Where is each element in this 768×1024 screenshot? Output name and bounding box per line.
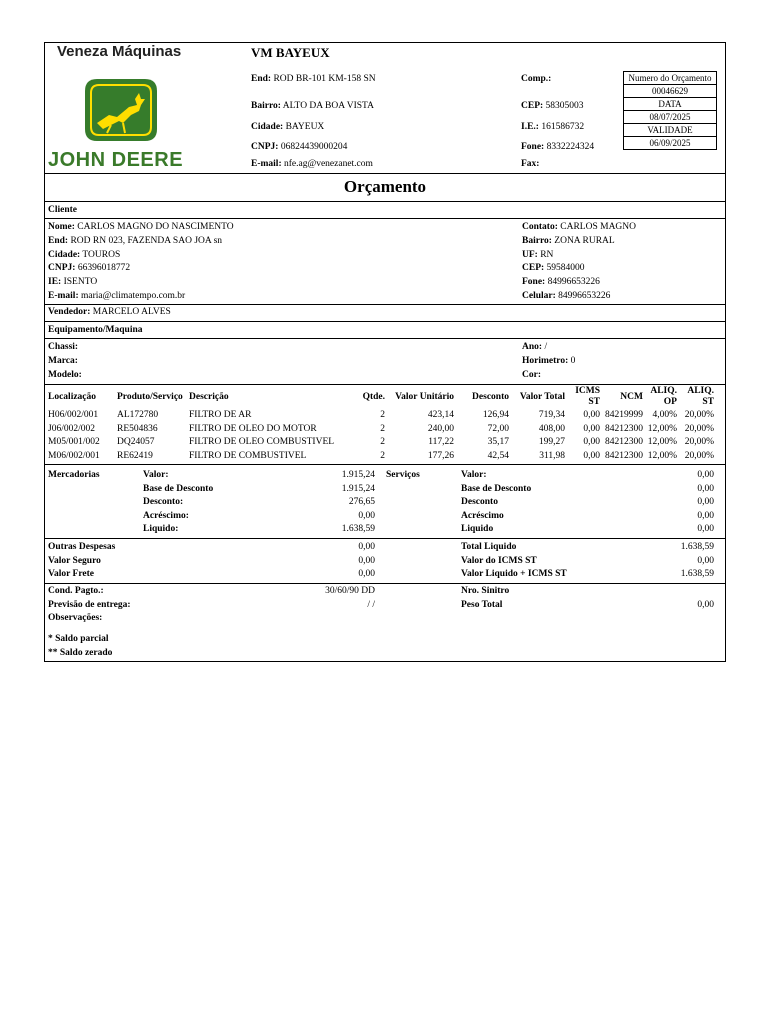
valor-icms-st-label: Valor do ICMS ST	[461, 556, 537, 566]
s-desconto-label: Desconto	[461, 497, 498, 507]
cell-ast: 20,00%	[684, 437, 714, 447]
cell-aop: 12,00%	[647, 437, 677, 447]
s-liquido-label: Liquido	[461, 524, 494, 534]
cell-loc: H06/002/001	[48, 410, 99, 420]
equip-modelo: Modelo:	[48, 370, 82, 380]
company-end: End: ROD BR-101 KM-158 SN	[251, 74, 376, 84]
company-email: E-mail: nfe.ag@venezanet.com	[251, 159, 373, 169]
col-descricao: Descrição	[189, 392, 229, 402]
cell-vt: 408,00	[538, 424, 565, 434]
cell-ast: 20,00%	[684, 424, 714, 434]
total-liquido: 1.638,59	[680, 542, 714, 552]
col-icms-st: ICMS ST	[575, 386, 600, 407]
valor-seguro: 0,00	[358, 556, 375, 566]
col-ncm: NCM	[620, 392, 643, 402]
divider	[45, 538, 725, 539]
divider	[45, 321, 725, 322]
company-cep: CEP: 58305003	[521, 101, 584, 111]
m-valor-label: Valor:	[143, 470, 169, 480]
cell-desc: FILTRO DE OLEO DO MOTOR	[189, 424, 317, 434]
previsao-label: Previsão de entrega:	[48, 600, 131, 610]
cliente-contato: Contato: CARLOS MAGNO	[522, 222, 637, 232]
divider	[45, 338, 725, 339]
divider	[45, 218, 725, 219]
saldo-parcial-note: * Saldo parcial	[48, 634, 109, 644]
cell-vt: 719,34	[538, 410, 565, 420]
cell-ast: 20,00%	[684, 451, 714, 461]
valor-seguro-label: Valor Seguro	[48, 556, 101, 566]
col-produto: Produto/Serviço	[117, 392, 183, 402]
outras-despesas: 0,00	[358, 542, 375, 552]
cell-ncm: 84219999	[605, 410, 643, 420]
cell-desc: FILTRO DE AR	[189, 410, 252, 420]
cell-loc: M06/002/001	[48, 451, 100, 461]
quote-date-label: DATA	[624, 98, 716, 111]
company-comp: Comp.:	[521, 74, 552, 84]
cell-ncm: 84212300	[605, 424, 643, 434]
col-qtde: Qtde.	[362, 392, 385, 402]
john-deere-deer-icon	[83, 77, 159, 143]
col-valor-unitario: Valor Unitário	[395, 392, 454, 402]
m-acrescimo: 0,00	[358, 511, 375, 521]
cliente-uf: UF: RN	[522, 250, 554, 260]
peso-total: 0,00	[697, 600, 714, 610]
cell-desconto: 126,94	[482, 410, 509, 420]
cond-pagto-label: Cond. Pagto.:	[48, 586, 104, 596]
cell-loc: M05/001/002	[48, 437, 100, 447]
m-base: 1.915,24	[341, 484, 375, 494]
company-fone: Fone: 8332224324	[521, 142, 595, 152]
valor-frete: 0,00	[358, 569, 375, 579]
cliente-section-label: Cliente	[48, 205, 78, 215]
cliente-celular: Celular: 84996653226	[522, 291, 611, 301]
s-acrescimo: 0,00	[697, 511, 714, 521]
cell-vu: 177,26	[427, 451, 454, 461]
saldo-zerado-note: ** Saldo zerado	[48, 648, 113, 658]
quote-number-label: Numero do Orçamento	[624, 72, 716, 85]
cell-vt: 311,98	[539, 451, 565, 461]
m-desconto: 276,65	[348, 497, 375, 507]
s-liquido: 0,00	[697, 524, 714, 534]
cliente-bairro: Bairro: ZONA RURAL	[522, 236, 615, 246]
col-aliq-op: ALIQ. OP	[650, 386, 677, 407]
cell-icms: 0,00	[583, 410, 600, 420]
cell-prod: RE62419	[117, 451, 153, 461]
cell-prod: AL172780	[117, 410, 159, 420]
divider	[45, 583, 725, 584]
cell-icms: 0,00	[583, 437, 600, 447]
valor-liquido-icms-label: Valor Liquido + ICMS ST	[461, 569, 567, 579]
s-valor-label: Valor:	[461, 470, 487, 480]
col-valor-total: Valor Total	[519, 392, 565, 402]
cell-icms: 0,00	[583, 451, 600, 461]
m-liquido-label: Liquido:	[143, 524, 179, 534]
col-aliq-st: ALIQ. ST	[687, 386, 714, 407]
valor-liquido-icms: 1.638,59	[680, 569, 714, 579]
equip-marca: Marca:	[48, 356, 78, 366]
divider	[45, 464, 725, 465]
equip-horimetro: Horimetro: 0	[522, 356, 576, 366]
cliente-nome: Nome: CARLOS MAGNO DO NASCIMENTO	[48, 222, 234, 232]
cell-desconto: 42,54	[487, 451, 509, 461]
cliente-cep: CEP: 59584000	[522, 263, 585, 273]
cell-loc: J06/002/002	[48, 424, 95, 434]
divider	[45, 201, 725, 202]
col-desconto: Desconto	[472, 392, 509, 402]
col-localizacao: Localização	[48, 392, 97, 402]
servicos-label: Serviços	[386, 470, 420, 480]
cell-ast: 20,00%	[684, 410, 714, 420]
m-desconto-label: Desconto:	[143, 497, 184, 507]
equip-cor: Cor:	[522, 370, 541, 380]
page-title: Orçamento	[343, 177, 427, 196]
cell-prod: DQ24057	[117, 437, 155, 447]
m-acrescimo-label: Acréscimo:	[143, 511, 189, 521]
cell-vu: 423,14	[427, 410, 454, 420]
cell-icms: 0,00	[583, 424, 600, 434]
m-base-label: Base de Desconto	[143, 484, 214, 494]
quote-document	[44, 42, 726, 662]
cell-vu: 240,00	[427, 424, 454, 434]
company-cnpj: CNPJ: 06824439000204	[251, 142, 348, 152]
cliente-fone: Fone: 84996653226	[522, 277, 600, 287]
s-desconto: 0,00	[697, 497, 714, 507]
company-bairro: Bairro: ALTO DA BOA VISTA	[251, 101, 374, 111]
peso-total-label: Peso Total	[461, 600, 503, 610]
cell-prod: RE504836	[117, 424, 158, 434]
cliente-cnpj: CNPJ: 66396018772	[48, 263, 131, 273]
divider	[45, 304, 725, 305]
equip-chassi: Chassi:	[48, 342, 79, 352]
cell-desconto: 35,17	[487, 437, 509, 447]
quote-number-value: 00046629	[624, 85, 716, 98]
cell-qtde: 2	[380, 451, 385, 461]
cell-vt: 199,27	[538, 437, 565, 447]
quote-validity-label: VALIDADE	[624, 124, 716, 137]
quote-number-box	[623, 71, 717, 150]
cell-aop: 4,00%	[652, 410, 677, 420]
vendedor: Vendedor: MARCELO ALVES	[48, 307, 171, 317]
cliente-end: End: ROD RN 023, FAZENDA SAO JOA sn	[48, 236, 223, 246]
cell-desconto: 72,00	[487, 424, 509, 434]
logo-title: Veneza Máquinas	[57, 43, 182, 60]
cell-vu: 117,22	[428, 437, 454, 447]
cliente-ie: IE: ISENTO	[48, 277, 98, 287]
outras-despesas-label: Outras Despesas	[48, 542, 116, 552]
cell-aop: 12,00%	[647, 424, 677, 434]
company-cidade: Cidade: BAYEUX	[251, 122, 325, 132]
s-base: 0,00	[697, 484, 714, 494]
company-ie: I.E.: 161586732	[521, 122, 585, 132]
cell-ncm: 84212300	[605, 451, 643, 461]
quote-validity-value: 06/09/2025	[649, 138, 691, 148]
total-liquido-label: Total Liquido	[461, 542, 517, 552]
sinitro-label: Nro. Sinitro	[461, 586, 510, 596]
observacoes-label: Observações:	[48, 613, 103, 623]
equip-ano: Ano: /	[522, 342, 548, 352]
cell-ncm: 84212300	[605, 437, 643, 447]
m-liquido: 1.638,59	[341, 524, 375, 534]
cond-pagto: 30/60/90 DD	[325, 586, 375, 596]
company-fax: Fax:	[521, 159, 540, 169]
cell-qtde: 2	[380, 410, 385, 420]
mercadorias-label: Mercadorias	[48, 470, 100, 480]
equipamento-section-label: Equipamento/Maquina	[48, 325, 143, 335]
cell-desc: FILTRO DE COMBUSTIVEL	[189, 451, 307, 461]
brand-wordmark: JOHN DEERE	[48, 149, 184, 171]
cell-aop: 12,00%	[647, 451, 677, 461]
cell-desc: FILTRO DE OLEO COMBUSTIVEL	[189, 437, 335, 447]
valor-icms-st: 0,00	[697, 556, 714, 566]
valor-frete-label: Valor Frete	[48, 569, 94, 579]
divider	[45, 173, 725, 174]
s-acrescimo-label: Acréscimo	[461, 511, 504, 521]
s-base-label: Base de Desconto	[461, 484, 532, 494]
divider	[45, 384, 725, 385]
company-name: VM BAYEUX	[251, 45, 330, 60]
cell-qtde: 2	[380, 437, 385, 447]
previsao: / /	[367, 600, 375, 610]
cliente-email: E-mail: maria@climatempo.com.br	[48, 291, 186, 301]
quote-date-value: 08/07/2025	[624, 111, 716, 124]
m-valor: 1.915,24	[341, 470, 375, 480]
s-valor: 0,00	[697, 470, 714, 480]
cell-qtde: 2	[380, 424, 385, 434]
cliente-cidade: Cidade: TOUROS	[48, 250, 121, 260]
